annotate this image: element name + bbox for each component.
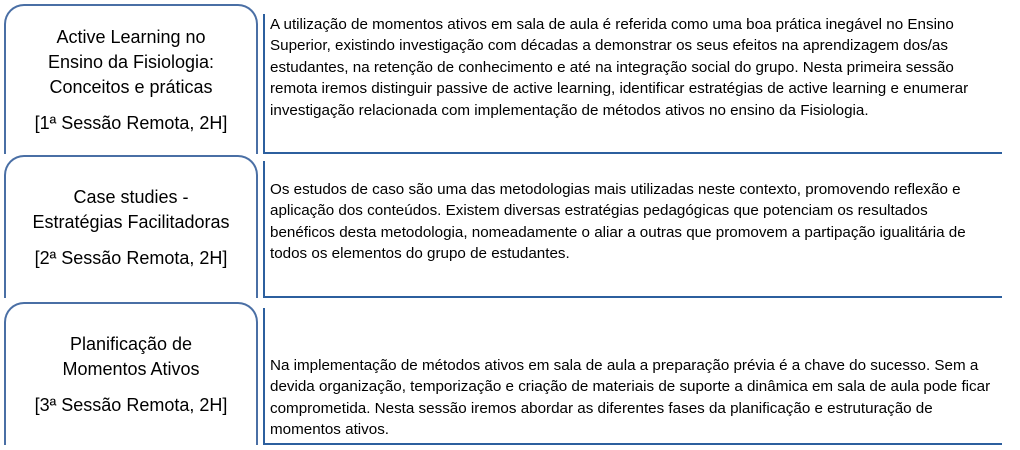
session-title-line: Momentos Ativos bbox=[62, 358, 200, 379]
session-title-line: Case studies - bbox=[73, 186, 189, 207]
session-row-3 bbox=[0, 302, 1002, 445]
session-label: [3ª Sessão Remota, 2H] bbox=[34, 394, 228, 415]
session-title-box bbox=[4, 4, 258, 154]
session-title-line: Estratégias Facilitadoras bbox=[32, 211, 230, 232]
session-title-box bbox=[4, 155, 258, 298]
session-description: Na implementação de métodos ativos em sala de aula a preparação prévia é a chave do sucesso. Sem a devida organização, temporização e criação de materiais de suporte a dinâmica em sala de aula pode ficar comprometida. Nesta sessão iremos abordar as diferentes fases da planificação e estruturação de momentos ativos. bbox=[263, 308, 1002, 445]
session-label: [1ª Sessão Remota, 2H] bbox=[34, 112, 228, 133]
session-label: [2ª Sessão Remota, 2H] bbox=[34, 247, 228, 268]
session-title-line: Conceitos e práticas bbox=[49, 76, 213, 97]
session-title-line: Ensino da Fisiologia: bbox=[47, 51, 215, 72]
session-title-line: Planificação de bbox=[69, 333, 193, 354]
session-title-line: Active Learning no bbox=[56, 26, 206, 47]
session-row-2 bbox=[0, 155, 1002, 298]
session-description: Os estudos de caso são uma das metodologias mais utilizadas neste contexto, promovendo reflexão e aplicação dos conteúdos. Existem diversas estratégias pedagógicas que potenciam os resultados benéficos desta metodologia, nomeadamente o aliar a outras que promovem a partipação igualitária de todos os elementos do grupo de estudantes. bbox=[263, 161, 1002, 298]
session-title-box bbox=[4, 302, 258, 445]
session-row-1 bbox=[0, 4, 1002, 154]
session-description: A utilização de momentos ativos em sala de aula é referida como uma boa prática inegável no Ensino Superior, existindo investigação com décadas a demonstrar os seus efeitos na aprendizagem dos/as estudantes, na retenção de conhecimento e até na integração social do grupo. Nesta primeira sessão remota iremos distinguir passive de active learning, identificar estratégias de active learning e enumerar investigação relacionada com implementação de métodos ativos no ensino da Fisiologia. bbox=[263, 14, 1002, 154]
